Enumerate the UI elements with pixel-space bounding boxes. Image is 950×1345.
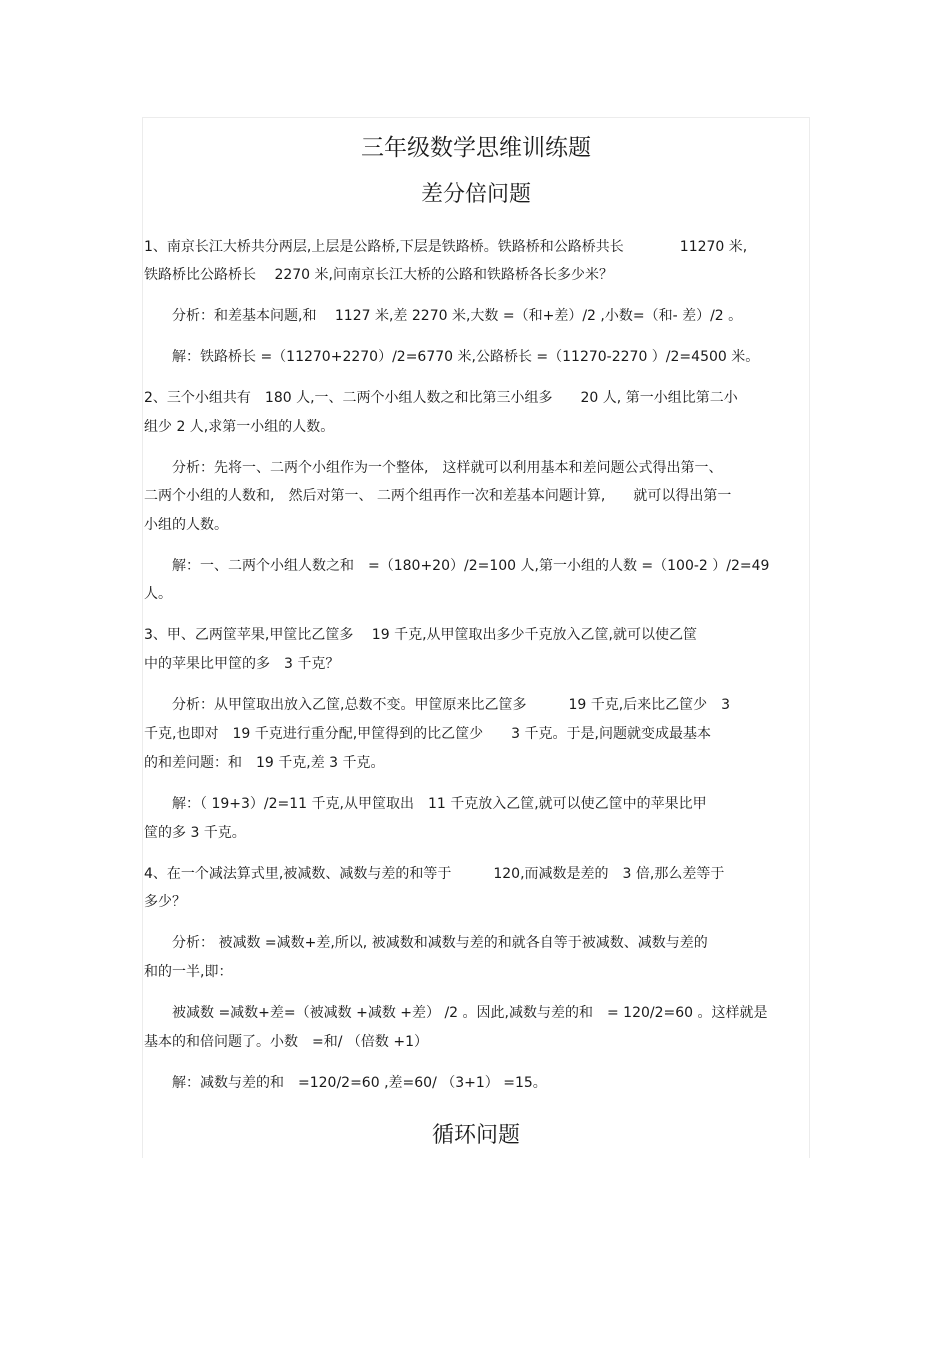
problem-2-solution-line-1: 解：一、二两个小组人数之和 =（180+20）/2=100 人,第一小组的人数 =（100-2 ）/2=49 bbox=[144, 558, 770, 574]
problem-4-formula-line-2: 基本的和倍问题了。小数 =和/ （倍数 +1） bbox=[144, 1034, 428, 1050]
problem-3-analysis-line-3: 的和差问题：和 19 千克,差 3 千克。 bbox=[144, 755, 385, 771]
problem-2-analysis-line-3: 小组的人数。 bbox=[144, 517, 228, 533]
problem-2-analysis-line-1: 分析：先将一、二两个小组作为一个整体, 这样就可以利用基本和差问题公式得出第一、 bbox=[144, 460, 723, 476]
document-title: 三年级数学思维训练题 bbox=[361, 135, 591, 161]
problem-4-analysis-line-1: 分析： 被减数 =减数+差,所以, 被减数和减数与差的和就各自等于被减数、减数与差的 bbox=[144, 935, 708, 951]
problem-4-formula-line-1: 被减数 =减数+差=（被减数 +减数 +差） /2 。因此,减数与差的和 = 120/2=60 。这样就是 bbox=[144, 1005, 768, 1021]
problem-2-line-2: 组少 2 人,求第一小组的人数。 bbox=[144, 419, 335, 435]
problem-2-line-1: 2、三个小组共有 180 人,一、二两个小组人数之和比第三小组多 20 人, 第一小组比第二小 bbox=[144, 390, 738, 406]
problem-4-line-2: 多少？ bbox=[144, 894, 186, 910]
problem-3-analysis-line-2: 千克,也即对 19 千克进行重分配,甲筐得到的比乙筐少 3 千克。于是,问题就变成最基本 bbox=[144, 726, 711, 742]
document-content bbox=[144, 130, 844, 1148]
problem-1-solution: 解：铁路桥长 =（11270+2270）/2=6770 米,公路桥长 =（11270-2270 ）/2=4500 米。 bbox=[144, 349, 760, 365]
problem-4-line-1: 4、在一个减法算式里,被减数、减数与差的和等于 120,而减数是差的 3 倍,那么差等于 bbox=[144, 866, 725, 882]
section-title-difference-multiple: 差分倍问题 bbox=[420, 182, 531, 207]
problem-2-analysis-line-2: 二两个小组的人数和, 然后对第一、 二两个组再作一次和差基本问题计算, 就可以得出第一 bbox=[144, 488, 732, 504]
section-title-cycle: 循环问题 bbox=[431, 1123, 520, 1148]
problem-4-solution: 解：减数与差的和 =120/2=60 ,差=60/ （3+1） =15。 bbox=[144, 1075, 547, 1091]
problem-1-analysis: 分析：和差基本问题,和 1127 米,差 2270 米,大数 =（和+差）/2 ,小数=（和- 差）/2 。 bbox=[144, 308, 743, 324]
problem-3-line-1: 3、甲、乙两筐苹果,甲筐比乙筐多 19 千克,从甲筐取出多少千克放入乙筐,就可以使乙筐 bbox=[144, 627, 697, 643]
problem-3-solution-line-1: 解：（ 19+3）/2=11 千克,从甲筐取出 11 千克放入乙筐,就可以使乙筐中的苹果比甲 bbox=[144, 796, 707, 812]
problem-3-analysis-line-1: 分析：从甲筐取出放入乙筐,总数不变。甲筐原来比乙筐多 19 千克,后来比乙筐少 3 bbox=[144, 697, 731, 713]
problem-1-line-1: 1、南京长江大桥共分两层,上层是公路桥,下层是铁路桥。铁路桥和公路桥共长 11270 米, bbox=[144, 239, 748, 255]
problem-3-solution-line-2: 筐的多 3 千克。 bbox=[144, 825, 246, 841]
problem-2-solution-line-2: 人。 bbox=[144, 586, 172, 602]
problem-3-line-2: 中的苹果比甲筐的多 3 千克？ bbox=[144, 656, 340, 672]
problem-4-analysis-line-2: 和的一半,即： bbox=[144, 964, 233, 980]
problem-1-line-2: 铁路桥比公路桥长 2270 米,问南京长江大桥的公路和铁路桥各长多少米？ bbox=[144, 267, 613, 283]
